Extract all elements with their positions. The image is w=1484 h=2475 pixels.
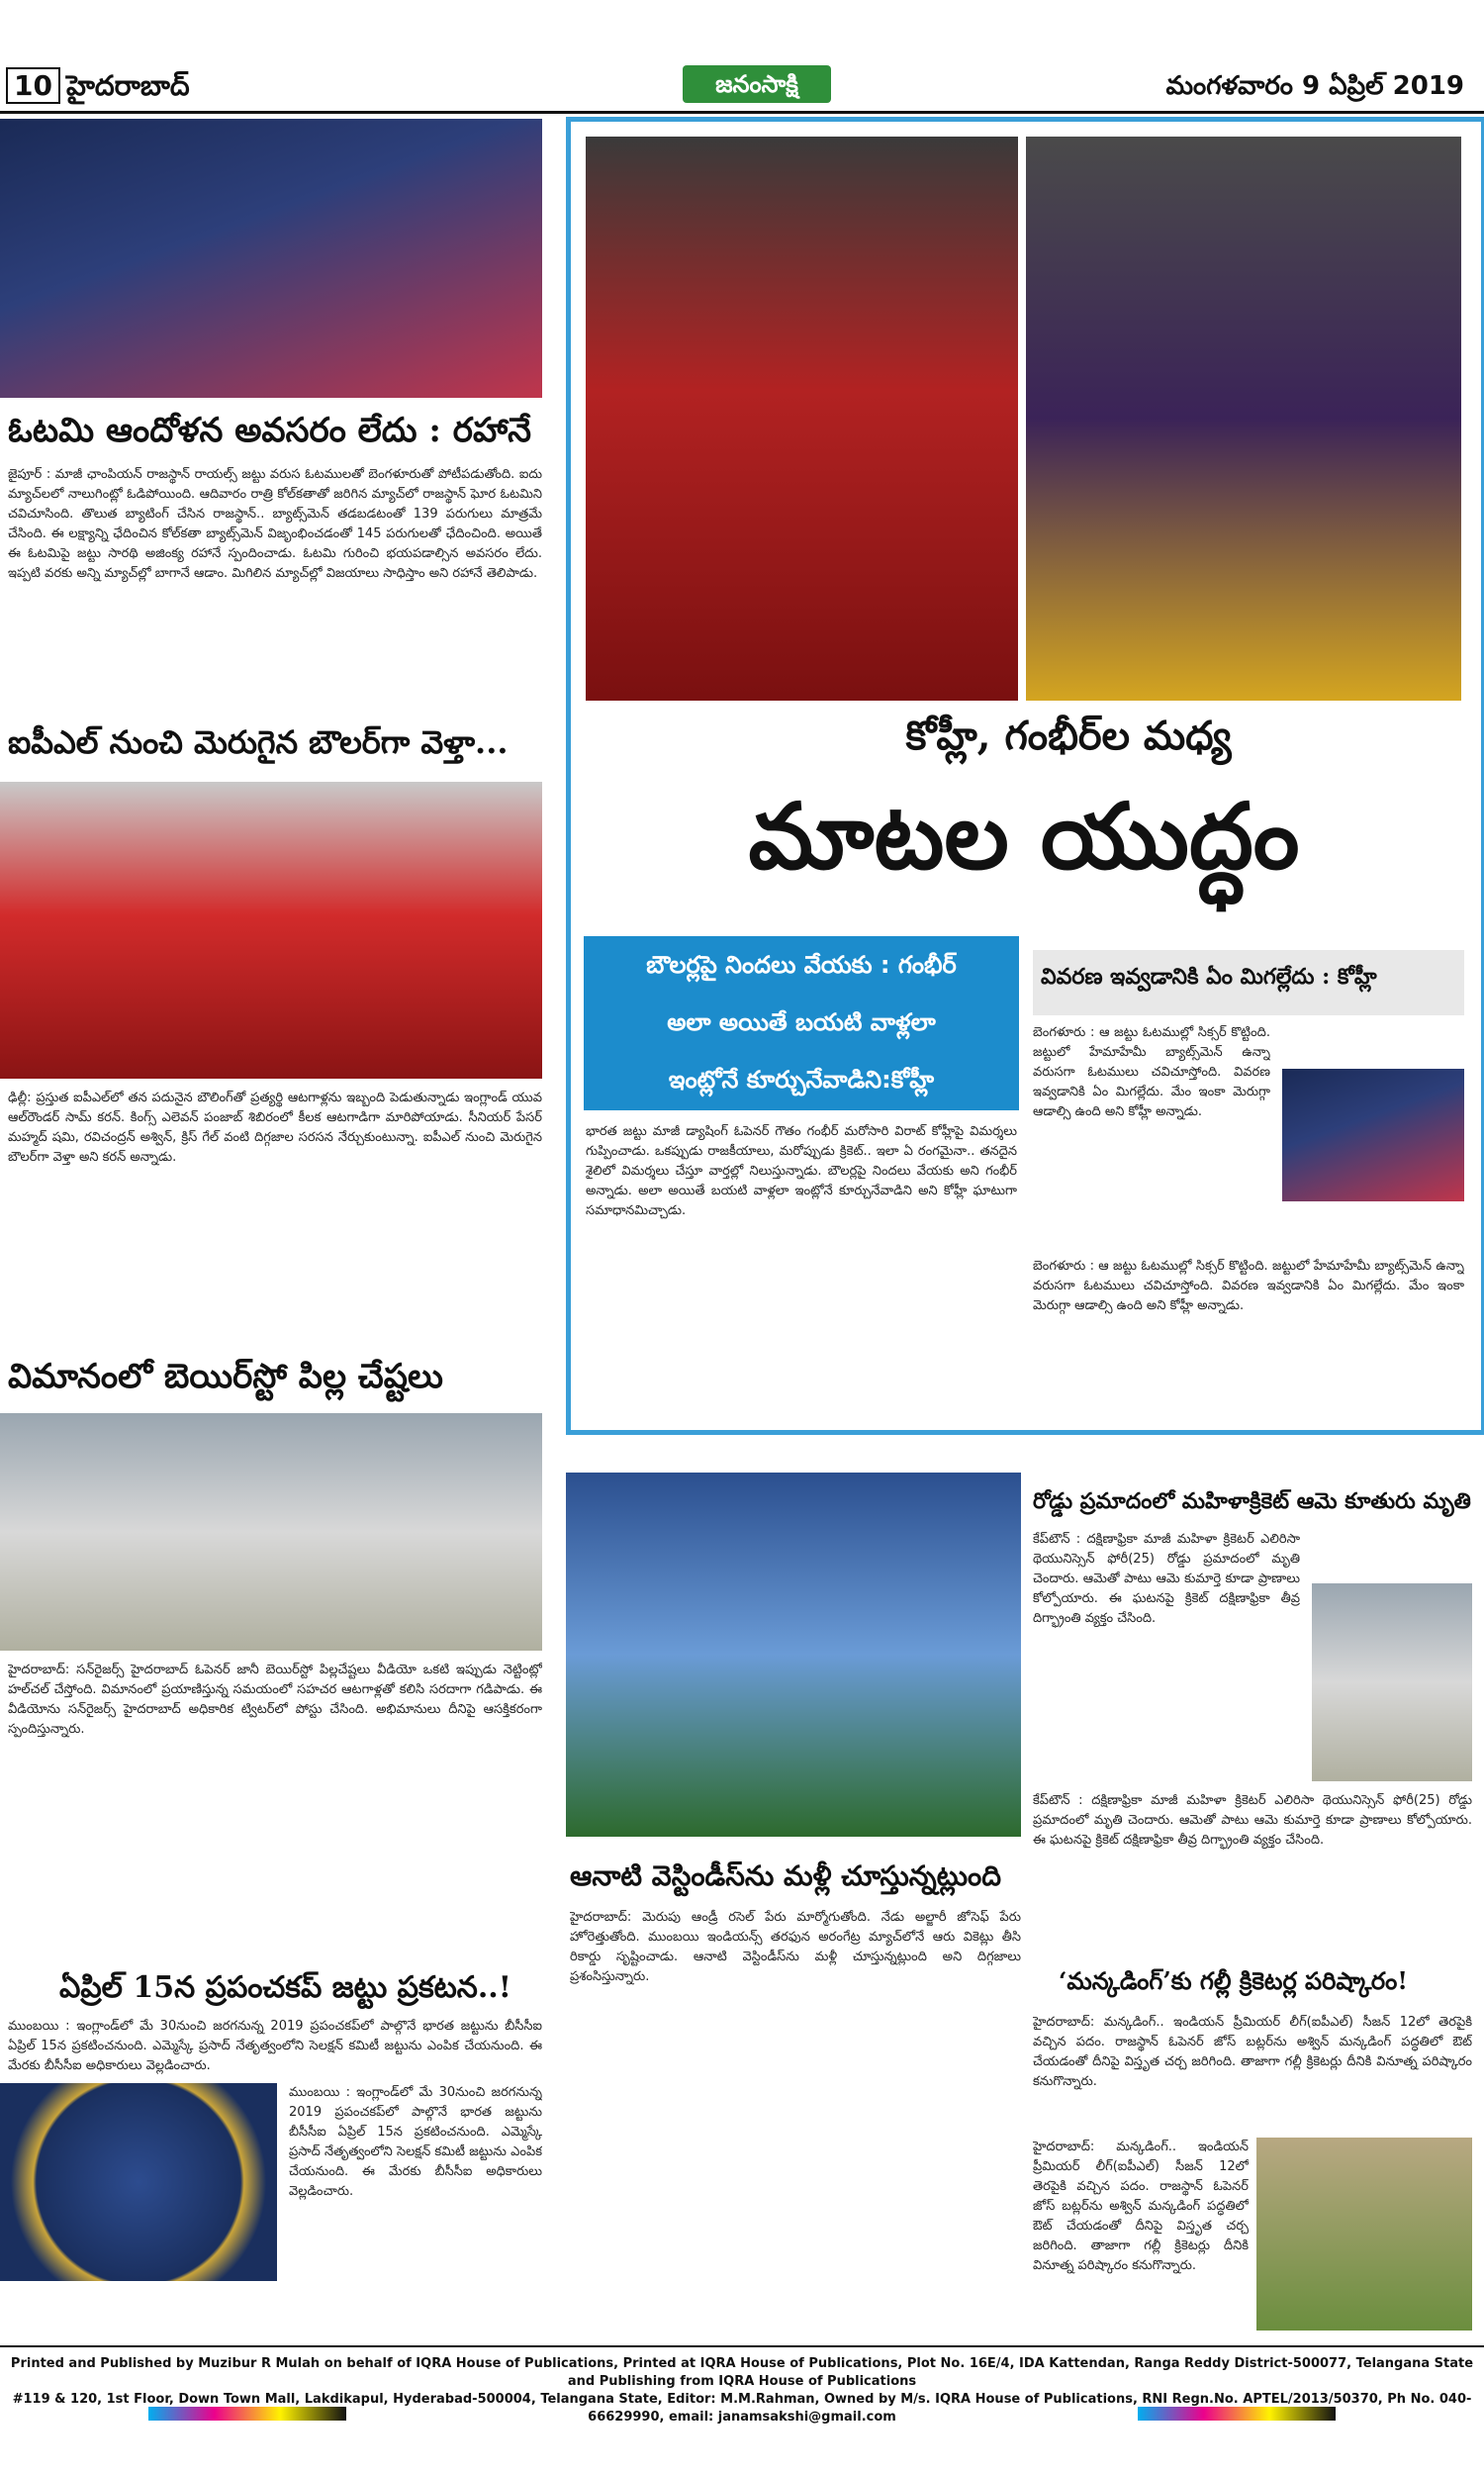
accident-headline: రోడ్డు ప్రమాదంలో మహిళాక్రికెట్‌ ఆమె కూతురు మృతి	[1033, 1488, 1471, 1514]
sub-body: బెంగళూరు : ఆ జట్టు ఓటముల్లో సిక్సర్‌ కొట్టింది. జట్టులో హేమాహేమీ బ్యాట్స్‌మెన్‌ ఉన్నా వరుసగా ఓటములు చవిచూస్తోంది. వివరణ ఇవ్వడానికి ఏం మిగల్లేదు. మేం ఇంకా మెరుగ్గా ఆడాల్సి ఉంది అని కోహ్లీ అన్నాడు.	[1033, 1025, 1270, 1119]
mankad-body: హైదరాబాద్‌: మన్కడింగ్‌.. ఇండియన్‌ ప్రీమియర్‌ లీగ్‌(ఐపీఎల్‌) సీజన్‌ 12లో తెరపైకి వచ్చిన పదం. రాజస్థాన్‌ ఓపెనర్‌ జోస్‌ బట్లర్‌ను అశ్విన్‌ మన్కడింగ్‌ పద్ధతిలో ఔట్‌ చేయడంతో దీనిపై విస్తృత చర్చ జరిగింది. తాజాగా గల్లీ క్రికెటర్లు దీనికి వినూత్న పరిష్కారం కనుగొన్నారు.	[1033, 2015, 1472, 2089]
footer-line-2: #119 & 120, 1st Floor, Down Town Mall, Lakdikapul, Hyderabad-500004, Telangana State, Editor: M.M.Rahman, Owned by M/s. IQRA House of Publications, RNI Regn.No. APTEL/2013/50370, Ph No. 040-66629990, email: janamsakshi@gmail.com	[12, 2392, 1472, 2425]
bairstow-headline: విమానంలో బెయిర్‌స్టో పిల్ల చేష్టలు	[8, 1357, 443, 1396]
main-kicker: కోహ్లీ, గంభీర్‌ల మధ్య	[905, 713, 1232, 759]
cricketer-photo	[1312, 1583, 1472, 1781]
bowler-headline: ఐపీఎల్‌ నుంచి మెరుగైన బౌలర్‌గా వెళ్తా...	[8, 723, 509, 761]
rahane-body: జైపూర్‌ : మాజీ ఛాంపియన్‌ రాజస్థాన్‌ రాయల్స్‌ జట్టు వరుస ఓటములతో బెంగళూరుతో పోటీపడుతోంది. ఐదు మ్యాచ్‌లలో నాలుగింట్లో ఓడిపోయింది. ఆదివారం రాత్రి కోల్‌కతాతో జరిగిన మ్యాచ్‌లో రాజస్థాన్‌ ఘోర ఓటమిని చవిచూసింది. తొలుత బ్యాటింగ్‌ చేసిన రాజస్థాన్‌.. బ్యాట్స్‌మెన్‌ తడబడటంతో 139 పరుగులు మాత్రమే చేసింది. ఈ లక్ష్యాన్ని ఛేదించిన కోల్‌కతా బ్యాట్స్‌మెన్‌ విజృంభించడంతో 145 పరుగులతో ఛేదించింది. అయితే ఈ ఓటమిపై జట్టు సారథి అజింక్య రహానే స్పందించాడు. ఓటమి గురించి భయపడాల్సిన అవసరం లేదు. ఇప్పటి వరకు అన్ని మ్యాచ్‌ల్లో బాగానే ఆడాం. మిగిలిన మ్యాచ్‌ల్లో విజయాలు సాధిస్తాం అని రహానే తెలిపాడు.	[8, 467, 542, 581]
sub-headline: వివరణ ఇవ్వడానికి ఏం మిగల్లేదు : కోహ్లీ	[1041, 964, 1377, 990]
footer-line-1: Printed and Published by Muzibur R Mulah on behalf of IQRA House of Publications, Printed at IQRA House of Publications, Plot No. 16E/4, IDA Kattendan, Ranga Reddy District-500077, Telangana State and Publishing from IQRA House of Publications	[10, 2356, 1474, 2389]
kohli-thumb-photo	[1282, 1069, 1464, 1201]
russell-body: హైదరాబాద్‌: మెరుపు ఆండ్రీ రసెల్‌ పేరు మార్మోగుతోంది. నేడు అల్జారీ జోసెఫ్‌ పేరు హోరెత్తుతోంది. ముంబయి ఇండియన్స్‌ తరఫున అరంగేట్ర మ్యాచ్‌లోనే ఆరు వికెట్లు తీసి రికార్డు సృష్టించాడు. ఆనాటి వెస్టిండీస్‌ను మళ్లీ చూస్తున్నట్లుంది అని దిగ్గజాలు ప్రశంసిస్తున్నారు.	[570, 1910, 1021, 1984]
city-name: హైదరాబాద్	[65, 69, 190, 102]
sub-body-cont: బెంగళూరు : ఆ జట్టు ఓటముల్లో సిక్సర్‌ కొట్టింది. జట్టులో హేమాహేమీ బ్యాట్స్‌మెన్‌ ఉన్నా వరుసగా ఓటములు చవిచూస్తోంది. వివరణ ఇవ్వడానికి ఏం మిగల్లేదు. మేం ఇంకా మెరుగ్గా ఆడాల్సి ఉంది అని కోహ్లీ అన్నాడు.	[1033, 1259, 1464, 1313]
header-rule	[0, 111, 1484, 114]
worldcup-body: ముంబయి : ఇంగ్లాండ్‌లో మే 30నుంచి జరగనున్న 2019 ప్రపంచకప్‌లో పాల్గొనే భారత జట్టును బీసీసీఐ ఏప్రిల్‌ 15న ప్రకటించనుంది. ఎమ్మెస్కే ప్రసాద్‌ నేతృత్వంలోని సెలక్షన్‌ కమిటీ జట్టును ఎంపిక చేయనుంది. ఈ మేరకు బీసీసీఐ అధికారులు వెల్లడించారు.	[289, 2085, 542, 2199]
page-header-left	[6, 69, 190, 109]
main-body: భారత జట్టు మాజీ డ్యాషింగ్‌ ఓపెనర్‌ గౌతం గంభీర్‌ మరోసారి విరాట్‌ కోహ్లీపై విమర్శలు గుప్పించాడు. ఒకప్పుడు రాజకీయాలు, మరోప్పుడు క్రికెట్‌.. ఇలా ఏ రంగమైనా.. తనదైన శైలిలో విమర్శలు చేస్తూ వార్తల్లో నిలుస్తున్నాడు. బౌలర్లపై నిందలు వేయకు అని గంభీర్‌ అన్నాడు. అలా అయితే బయటి వాళ్లలా ఇంట్లోనే కూర్చునేవాడిని అని కోహ్లీ ఘాటుగా సమాధానమిచ్చాడు.	[586, 1124, 1017, 1218]
accident-body-cont: కేప్‌టౌన్‌ : దక్షిణాఫ్రికా మాజీ మహిళా క్రికెటర్‌ ఎలిరిసా థెయునిస్సెన్‌ ఫోరీ(25) రోడ్డు ప్రమాదంలో మృతి చెందారు. ఆమెతో పాటు ఆమె కుమార్తె కూడా ప్రాణాలు కోల్పోయారు. ఈ ఘటనపై క్రికెట్‌ దక్షిణాఫ్రికా తీవ్ర దిగ్భ్రాంతి వ్యక్తం చేసింది.	[1033, 1793, 1472, 1848]
issue-date: మంగళవారం 9 ఏప్రిల్ 2019	[1165, 71, 1464, 101]
bairstow-body: హైదరాబాద్‌: సన్‌రైజర్స్‌ హైదరాబాద్‌ ఓపెనర్‌ జానీ బెయిర్‌స్టో పిల్లచేష్టలు వీడియో ఒకటి ఇప్పుడు నెట్టింట్లో హల్‌చల్‌ చేస్తోంది. విమానంలో ప్రయాణిస్తున్న సమయంలో సహచర ఆటగాళ్లతో కలిసి సరదాగా గడిపాడు. ఈ వీడియోను సన్‌రైజర్స్‌ హైదరాబాద్‌ అధికారిక ట్విటర్‌లో పోస్టు చేసింది. అభిమానులు దీనిపై ఆసక్తికరంగా స్పందిస్తున్నారు.	[8, 1663, 542, 1737]
mankad-headline: ‘మన్కడింగ్‌’కు గల్లీ క్రికెటర్ల పరిష్కారం!	[1059, 1966, 1408, 1995]
sub-headline-box	[1033, 950, 1464, 1015]
bcci-logo-photo	[0, 2083, 277, 2281]
worldcup-headline: ఏప్రిల్‌ 15న ప్రపంచకప్‌ జట్టు ప్రకటన..!	[59, 1970, 511, 2005]
page-number: 10	[6, 67, 60, 104]
rahane-photo	[0, 119, 542, 398]
bowler-photo	[0, 782, 542, 1079]
color-registration-bar-right	[1138, 2407, 1336, 2421]
mankad-body-cont: హైదరాబాద్‌: మన్కడింగ్‌.. ఇండియన్‌ ప్రీమియర్‌ లీగ్‌(ఐపీఎల్‌) సీజన్‌ 12లో తెరపైకి వచ్చిన పదం. రాజస్థాన్‌ ఓపెనర్‌ జోస్‌ బట్లర్‌ను అశ్విన్‌ మన్కడింగ్‌ పద్ధతిలో ఔట్‌ చేయడంతో దీనిపై విస్తృత చర్చ జరిగింది. తాజాగా గల్లీ క్రికెటర్లు దీనికి వినూత్న పరిష్కారం కనుగొన్నారు.	[1033, 2140, 1249, 2273]
worldcup-body-top: ముంబయి : ఇంగ్లాండ్‌లో మే 30నుంచి జరగనున్న 2019 ప్రపంచకప్‌లో పాల్గొనే భారత జట్టును బీసీసీఐ ఏప్రిల్‌ 15న ప్రకటించనుంది. ఎమ్మెస్కే ప్రసాద్‌ నేతృత్వంలోని సెలక్షన్‌ కమిటీ జట్టును ఎంపిక చేయనుంది. ఈ మేరకు బీసీసీఐ అధికారులు వెల్లడించారు.	[8, 2019, 542, 2073]
main-headline: మాటల యుద్ధం	[748, 783, 1300, 890]
banner-line-2: అలా అయితే బయటి వాళ్లలా	[667, 1008, 936, 1036]
accident-body: కేప్‌టౌన్‌ : దక్షిణాఫ్రికా మాజీ మహిళా క్రికెటర్‌ ఎలిరిసా థెయునిస్సెన్‌ ఫోరీ(25) రోడ్డు ప్రమాదంలో మృతి చెందారు. ఆమెతో పాటు ఆమె కుమార్తె కూడా ప్రాణాలు కోల్పోయారు. ఈ ఘటనపై క్రికెట్‌ దక్షిణాఫ్రికా తీవ్ర దిగ్భ్రాంతి వ్యక్తం చేసింది.	[1033, 1532, 1300, 1626]
joseph-photo	[566, 1473, 1021, 1837]
gambhir-photo	[1026, 137, 1461, 701]
banner-line-3: ఇంట్లోనే కూర్చునేవాడిని:కోహ్లీ	[668, 1066, 935, 1094]
color-registration-bar-left	[148, 2407, 346, 2421]
gully-cricket-photo	[1256, 2138, 1472, 2331]
rahane-headline: ఓటమి ఆందోళన అవసరం లేదు : రహానే	[8, 411, 531, 450]
paper-logo: జనంసాక్షి	[683, 65, 831, 103]
bowler-body: ఢిల్లీ: ప్రస్తుత ఐపీఎల్‌లో తన పదునైన బౌలింగ్‌తో ప్రత్యర్థి ఆటగాళ్లను ఇబ్బంది పెడుతున్నాడు ఇంగ్లాండ్‌ యువ ఆల్‌రౌండర్‌ సామ్‌ కరన్‌. కింగ్స్‌ ఎలెవన్‌ పంజాబ్‌ శిబిరంలో కీలక ఆటగాడిగా మారిపోయాడు. సీనియర్‌ పేసర్‌ మహ్మద్‌ షమి, రవిచంద్రన్‌ అశ్విన్‌, క్రిస్‌ గేల్‌ వంటి దిగ్గజాల సరసన నేర్చుకుంటున్నా. ఐపీఎల్‌ నుంచి మెరుగైన బౌలర్‌గా వెళ్తా అని కరన్‌ అన్నాడు.	[8, 1091, 542, 1165]
banner-line-1: బౌలర్లపై నిందలు వేయకు : గంభీర్‌	[646, 951, 957, 979]
bairstow-photo	[0, 1413, 542, 1651]
footer-rule	[0, 2345, 1484, 2347]
main-quote-banner	[584, 936, 1019, 1110]
russell-headline: ఆనాటి వెస్టిండీస్‌ను మళ్లీ చూస్తున్నట్లుంది	[570, 1859, 1002, 1892]
kohli-photo	[586, 137, 1018, 701]
